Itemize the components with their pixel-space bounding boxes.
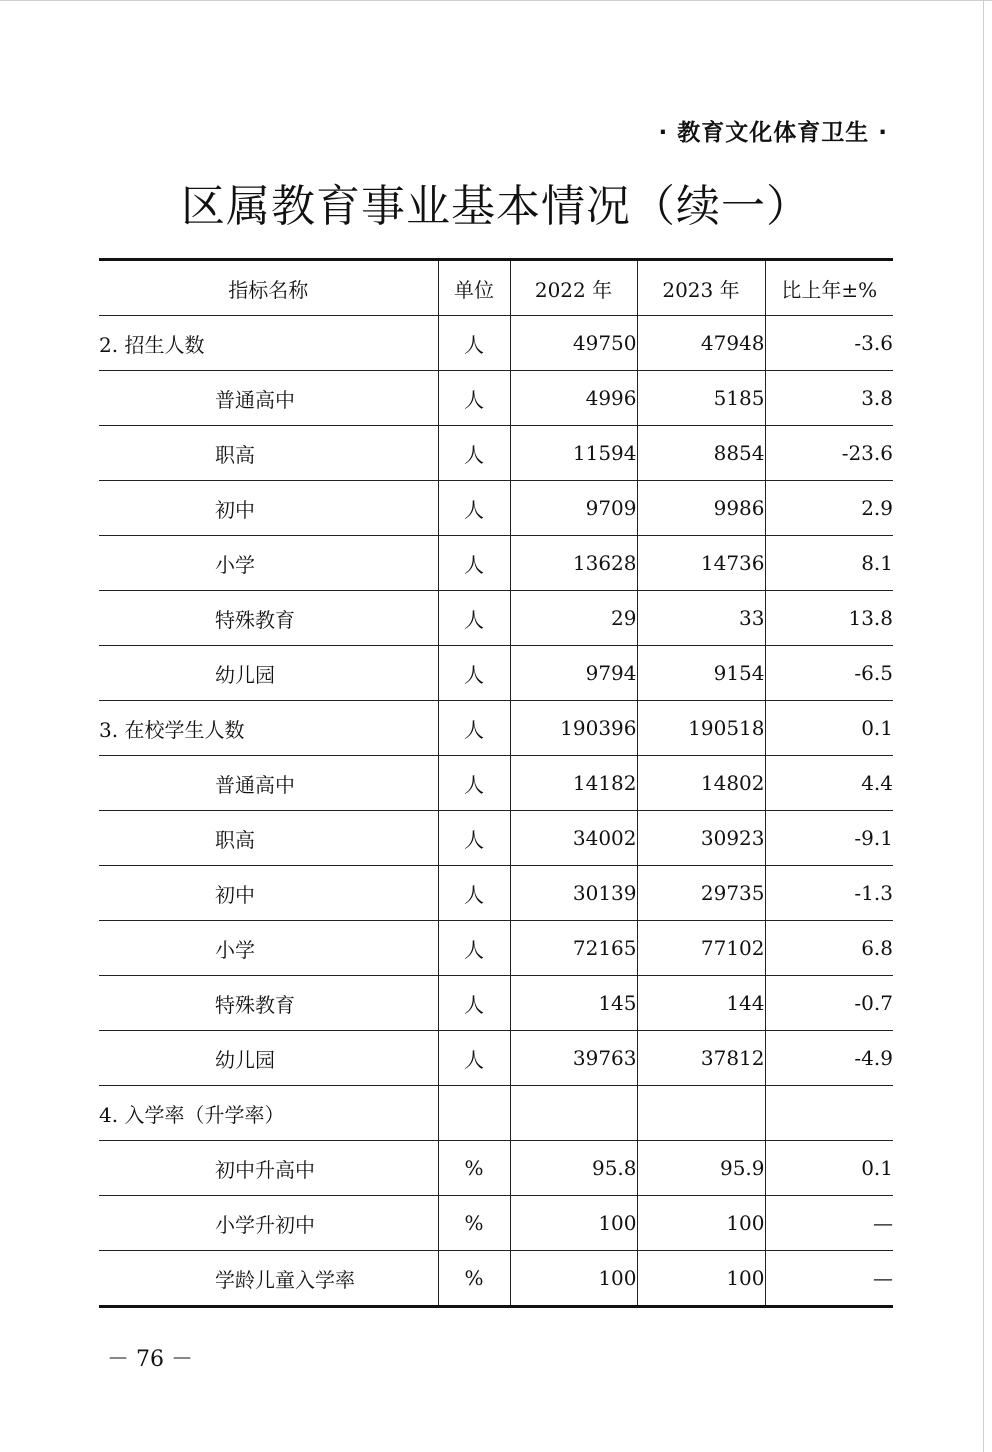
- table-row: [99, 1141, 893, 1196]
- unit-cell: [438, 1086, 510, 1141]
- value-2023-cell: 29735: [637, 866, 765, 921]
- change-percent-cell: 2.9: [765, 481, 893, 536]
- change-percent-cell: 0.1: [765, 1141, 893, 1196]
- column-header-2023: 2023 年: [637, 260, 765, 316]
- indicator-name-cell: 普通高中: [99, 756, 438, 811]
- table-row: [99, 1086, 893, 1141]
- value-2023-cell: 14802: [637, 756, 765, 811]
- change-percent-cell: 4.4: [765, 756, 893, 811]
- value-2022-cell: 4996: [510, 371, 637, 426]
- value-2022-cell: 14182: [510, 756, 637, 811]
- change-percent-cell: —: [765, 1196, 893, 1251]
- change-percent-cell: -23.6: [765, 426, 893, 481]
- indicator-name-cell: 小学: [99, 921, 438, 976]
- change-percent-cell: 13.8: [765, 591, 893, 646]
- unit-cell: 人: [438, 976, 510, 1031]
- value-2022-cell: 9794: [510, 646, 637, 701]
- indicator-name-cell: 初中: [99, 481, 438, 536]
- value-2022-cell: 30139: [510, 866, 637, 921]
- value-2023-cell: 5185: [637, 371, 765, 426]
- value-2022-cell: 13628: [510, 536, 637, 591]
- unit-cell: 人: [438, 536, 510, 591]
- indicator-name-cell: 4. 入学率（升学率）: [99, 1086, 438, 1141]
- indicator-name-cell: 特殊教育: [99, 976, 438, 1031]
- table-row: [99, 1196, 893, 1251]
- change-percent-cell: -9.1: [765, 811, 893, 866]
- value-2023-cell: 14736: [637, 536, 765, 591]
- value-2022-cell: 190396: [510, 701, 637, 756]
- value-2022-cell: 9709: [510, 481, 637, 536]
- indicator-name-cell: 特殊教育: [99, 591, 438, 646]
- change-percent-cell: 6.8: [765, 921, 893, 976]
- indicator-name-cell: 普通高中: [99, 371, 438, 426]
- unit-cell: 人: [438, 866, 510, 921]
- value-2022-cell: 100: [510, 1251, 637, 1307]
- unit-cell: 人: [438, 1031, 510, 1086]
- page-number: － 76 －: [107, 1347, 193, 1372]
- value-2022-cell: 72165: [510, 921, 637, 976]
- change-percent-cell: 8.1: [765, 536, 893, 591]
- table-row: [99, 921, 893, 976]
- value-2023-cell: 144: [637, 976, 765, 1031]
- change-percent-cell: [765, 1086, 893, 1141]
- table-row: [99, 316, 893, 371]
- column-header-change: 比上年±%: [765, 260, 893, 316]
- value-2022-cell: 11594: [510, 426, 637, 481]
- value-2022-cell: 100: [510, 1196, 637, 1251]
- value-2022-cell: 39763: [510, 1031, 637, 1086]
- table-row: [99, 811, 893, 866]
- value-2023-cell: 95.9: [637, 1141, 765, 1196]
- column-header-indicator: 指标名称: [99, 260, 438, 316]
- unit-cell: %: [438, 1251, 510, 1307]
- table-row: [99, 481, 893, 536]
- value-2023-cell: 100: [637, 1196, 765, 1251]
- value-2022-cell: [510, 1086, 637, 1141]
- table-row: [99, 1251, 893, 1307]
- indicator-name-cell: 学龄儿童入学率: [99, 1251, 438, 1307]
- column-header-unit: 单位: [438, 260, 510, 316]
- table-row: [99, 976, 893, 1031]
- value-2022-cell: 34002: [510, 811, 637, 866]
- value-2023-cell: 77102: [637, 921, 765, 976]
- unit-cell: 人: [438, 756, 510, 811]
- change-percent-cell: -4.9: [765, 1031, 893, 1086]
- value-2023-cell: 9986: [637, 481, 765, 536]
- table-row: [99, 866, 893, 921]
- table-row: [99, 591, 893, 646]
- unit-cell: 人: [438, 316, 510, 371]
- value-2022-cell: 95.8: [510, 1141, 637, 1196]
- indicator-name-cell: 幼儿园: [99, 646, 438, 701]
- indicator-name-cell: 小学: [99, 536, 438, 591]
- change-percent-cell: -1.3: [765, 866, 893, 921]
- table-row: [99, 646, 893, 701]
- value-2023-cell: 37812: [637, 1031, 765, 1086]
- change-percent-cell: 3.8: [765, 371, 893, 426]
- value-2022-cell: 49750: [510, 316, 637, 371]
- indicator-name-cell: 幼儿园: [99, 1031, 438, 1086]
- table-header-row: [99, 260, 893, 316]
- unit-cell: 人: [438, 811, 510, 866]
- indicator-name-cell: 小学升初中: [99, 1196, 438, 1251]
- unit-cell: 人: [438, 481, 510, 536]
- value-2023-cell: 33: [637, 591, 765, 646]
- table-body: [99, 316, 893, 1307]
- indicator-name-cell: 初中升高中: [99, 1141, 438, 1196]
- column-header-2022: 2022 年: [510, 260, 637, 316]
- table-row: [99, 426, 893, 481]
- value-2022-cell: 145: [510, 976, 637, 1031]
- indicator-name-cell: 2. 招生人数: [99, 316, 438, 371]
- education-stats-table: [99, 258, 893, 1308]
- table-row: [99, 756, 893, 811]
- change-percent-cell: 0.1: [765, 701, 893, 756]
- page-title: 区属教育事业基本情况（续一）: [181, 181, 811, 232]
- unit-cell: 人: [438, 371, 510, 426]
- unit-cell: 人: [438, 921, 510, 976]
- table-row: [99, 1031, 893, 1086]
- unit-cell: 人: [438, 646, 510, 701]
- unit-cell: %: [438, 1196, 510, 1251]
- table-row: [99, 536, 893, 591]
- unit-cell: 人: [438, 591, 510, 646]
- unit-cell: 人: [438, 426, 510, 481]
- value-2023-cell: [637, 1086, 765, 1141]
- value-2023-cell: 9154: [637, 646, 765, 701]
- unit-cell: 人: [438, 701, 510, 756]
- value-2023-cell: 100: [637, 1251, 765, 1307]
- indicator-name-cell: 职高: [99, 426, 438, 481]
- value-2023-cell: 8854: [637, 426, 765, 481]
- section-header: · 教育文化体育卫生 ·: [658, 120, 888, 146]
- unit-cell: %: [438, 1141, 510, 1196]
- indicator-name-cell: 初中: [99, 866, 438, 921]
- indicator-name-cell: 职高: [99, 811, 438, 866]
- change-percent-cell: —: [765, 1251, 893, 1307]
- change-percent-cell: -6.5: [765, 646, 893, 701]
- change-percent-cell: -3.6: [765, 316, 893, 371]
- change-percent-cell: -0.7: [765, 976, 893, 1031]
- value-2022-cell: 29: [510, 591, 637, 646]
- value-2023-cell: 30923: [637, 811, 765, 866]
- value-2023-cell: 47948: [637, 316, 765, 371]
- table-row: [99, 371, 893, 426]
- value-2023-cell: 190518: [637, 701, 765, 756]
- top-border-line: [0, 0, 992, 1]
- indicator-name-cell: 3. 在校学生人数: [99, 701, 438, 756]
- table-row: [99, 701, 893, 756]
